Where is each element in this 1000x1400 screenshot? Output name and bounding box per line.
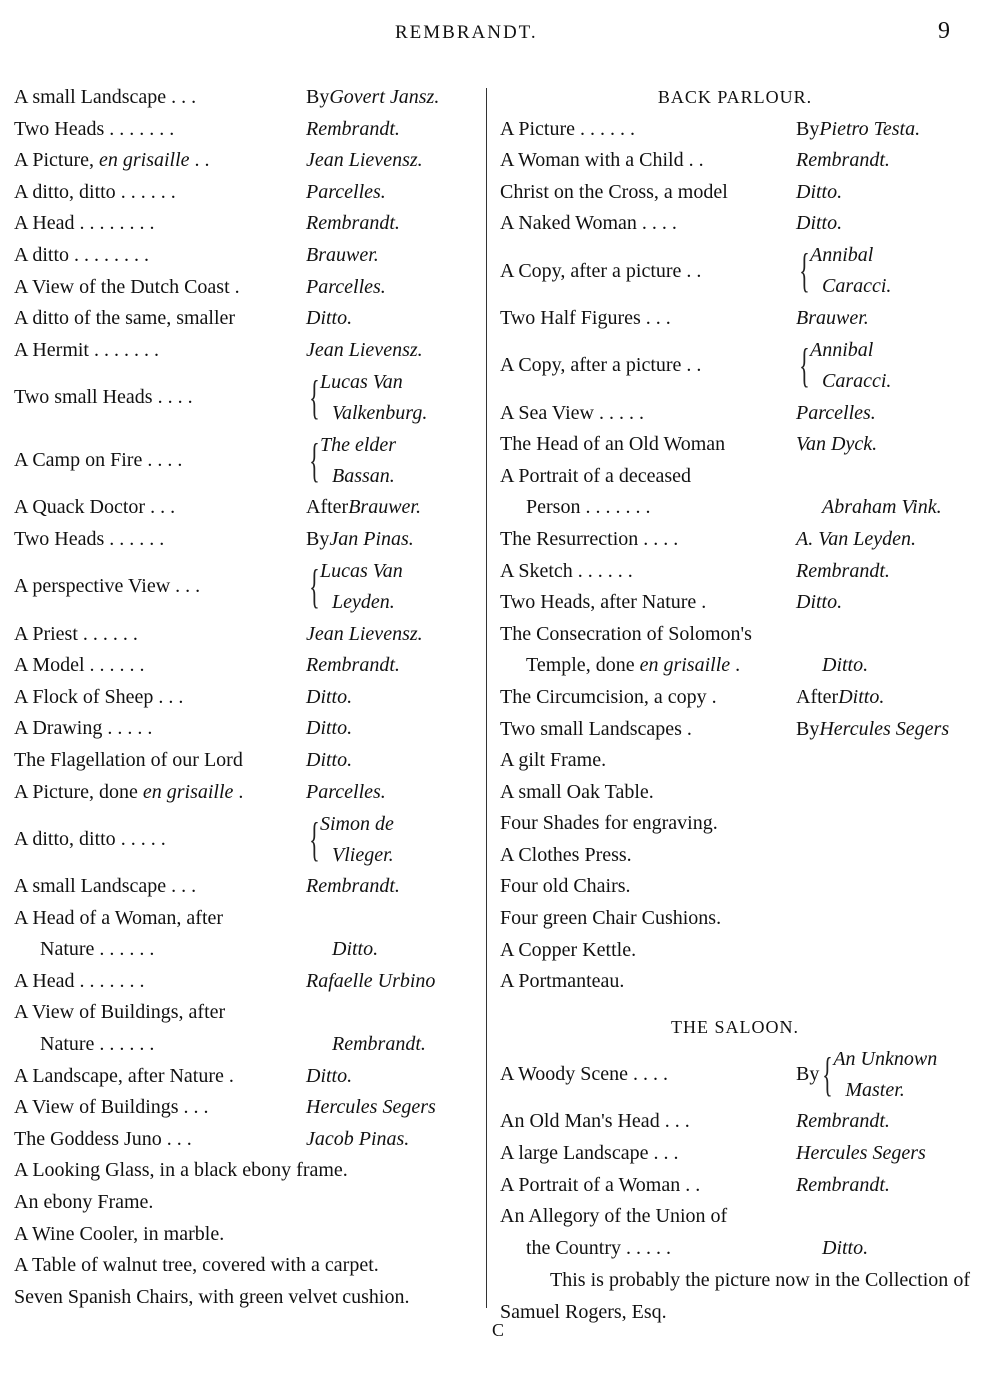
entry-artist: Hercules Segers — [796, 1142, 926, 1165]
entry-text: Seven Spanish Chairs, with green velvet cushion. — [14, 1285, 410, 1308]
entry-artist: Jacob Pinas. — [306, 1127, 410, 1150]
entry-title: A small Landscape . . . — [14, 86, 197, 108]
entry-title: The Circumcision, a copy . — [500, 685, 717, 708]
entry-title: A Picture, done en grisaille . — [14, 780, 244, 803]
page-number: 9 — [938, 18, 950, 44]
entry-title: A small Landscape . . . — [14, 875, 197, 898]
entry-text: A View of Buildings, after — [14, 1001, 226, 1024]
catalogue-entry — [14, 1155, 484, 1187]
entry-artist: Rembrandt. — [306, 117, 400, 140]
catalogue-entry — [500, 808, 970, 840]
entry-title: Nature . . . . . . — [40, 938, 155, 961]
entry-title: A Copy, after a picture . . — [500, 259, 702, 282]
entry-artist: Parcelles. — [306, 275, 386, 298]
catalogue-entry — [500, 398, 970, 430]
catalogue-entry — [14, 966, 484, 998]
catalogue-entry — [14, 82, 484, 114]
entry-artist: Brauwer. — [796, 306, 869, 329]
entry-text: Four Shades for engraving. — [500, 812, 718, 835]
entry-artist: Jean Lievensz. — [306, 622, 423, 645]
entry-artist: Master. — [845, 1078, 905, 1101]
entry-artist: A. Van Leyden. — [796, 527, 916, 550]
entry-title: A Sea View . . . . . — [500, 401, 644, 424]
catalogue-entry — [14, 335, 484, 367]
catalogue-entry — [14, 272, 484, 304]
entry-title: A Quack Doctor . . . — [14, 496, 176, 519]
entry-text: An ebony Frame. — [14, 1191, 154, 1214]
entry-title: The Flagellation of our Lord — [14, 748, 243, 771]
entry-artist: Bassan. — [332, 464, 395, 487]
catalogue-entry — [500, 492, 970, 524]
catalogue-entry — [14, 682, 484, 714]
entry-prefix: After — [796, 685, 839, 708]
entry-text: Four old Chairs. — [500, 875, 631, 898]
entry-artist: Pietro Testa. — [819, 117, 921, 140]
entry-title: A Flock of Sheep . . . — [14, 685, 184, 708]
entry-title: A Head . . . . . . . — [14, 969, 145, 992]
entry-title: A ditto . . . . . . . . — [14, 243, 150, 266]
entry-prefix: By — [796, 117, 820, 140]
entry-artist: Jean Lievensz. — [306, 149, 423, 172]
brace-glyph: { — [309, 812, 320, 866]
catalogue-entry — [14, 650, 484, 682]
entry-text: A Table of walnut tree, covered with a carpet. — [14, 1254, 379, 1277]
catalogue-entry — [14, 240, 484, 272]
entry-artist: Jean Lievensz. — [306, 338, 423, 361]
entry-title: the Country . . . . . — [526, 1236, 671, 1259]
brace-glyph: { — [309, 370, 320, 424]
entry-title: The Resurrection . . . . — [500, 527, 679, 550]
entry-artist: Rembrandt. — [306, 212, 400, 235]
catalogue-entry — [14, 1219, 484, 1251]
catalogue-entry — [14, 1061, 484, 1093]
catalogue-entry — [14, 1092, 484, 1124]
catalogue-entry — [14, 366, 484, 429]
catalogue-entry — [500, 1106, 970, 1138]
catalogue-entry — [14, 713, 484, 745]
entry-title: A Picture, en grisaille . . — [14, 149, 210, 172]
catalogue-entry — [14, 303, 484, 335]
catalogue-entry — [14, 429, 484, 492]
entry-title: The Head of an Old Woman — [500, 433, 726, 456]
entry-title: A View of Buildings . . . — [14, 1096, 209, 1119]
entry-text: A Portmanteau. — [500, 970, 625, 993]
entry-text: A Head of a Woman, after — [14, 906, 224, 929]
entry-artist: Rembrandt. — [796, 1173, 890, 1196]
catalogue-entry — [500, 208, 970, 240]
entry-prefix: By — [796, 717, 820, 740]
catalogue-entry — [500, 903, 970, 935]
saloon-heading: THE SALOON. — [671, 1016, 799, 1037]
entry-title: A Picture . . . . . . — [500, 117, 635, 140]
entry-title: A Hermit . . . . . . . — [14, 338, 159, 361]
entry-artist: Lucas Van — [320, 560, 403, 583]
entry-artist: Caracci. — [822, 275, 892, 298]
entry-artist: Brauwer. — [306, 243, 379, 266]
catalogue-entry — [500, 871, 970, 903]
entry-title: Person . . . . . . . — [526, 496, 651, 519]
entry-title: Two small Heads . . . . — [14, 386, 193, 409]
entry-title: A Naked Woman . . . . — [500, 212, 677, 235]
catalogue-entry — [500, 177, 970, 209]
catalogue-entry — [14, 808, 484, 871]
entry-text: A Copper Kettle. — [500, 938, 637, 961]
entry-artist-group — [306, 556, 403, 618]
catalogue-entry — [500, 1201, 970, 1233]
entry-artist: Rembrandt. — [306, 875, 400, 898]
entry-artist: Brauwer. — [348, 496, 421, 519]
catalogue-entry — [500, 745, 970, 777]
catalogue-entry — [14, 903, 484, 935]
catalogue-entry — [500, 556, 970, 588]
entry-text: The Consecration of Solomon's — [500, 622, 752, 645]
left-column — [14, 82, 484, 1313]
column-divider — [486, 88, 487, 1308]
entry-artist: Lucas Van — [320, 370, 403, 393]
catalogue-entry — [14, 997, 484, 1029]
entry-title: A View of the Dutch Coast . — [14, 275, 240, 298]
entry-title: A Landscape, after Nature . — [14, 1064, 234, 1087]
entry-artist: Ditto. — [306, 748, 353, 771]
catalogue-entry — [14, 1282, 484, 1314]
entry-text: Four green Chair Cushions. — [500, 907, 722, 930]
catalogue-entry — [500, 335, 970, 398]
entry-title: A Woman with a Child . . — [500, 149, 704, 172]
entry-artist: Ditto. — [306, 1064, 353, 1087]
entry-artist-group — [796, 335, 891, 397]
catalogue-entry — [500, 240, 970, 303]
back-parlour-list — [500, 114, 970, 998]
catalogue-entry — [500, 714, 970, 746]
entry-artist-group — [306, 430, 396, 492]
entry-artist: Ditto. — [796, 591, 843, 614]
catalogue-entry — [14, 208, 484, 240]
entry-artist-group — [306, 367, 427, 429]
entry-artist-group — [306, 809, 394, 871]
entry-title: The Goddess Juno . . . — [14, 1127, 192, 1150]
entry-title: Two Heads . . . . . . — [14, 527, 165, 550]
catalogue-entry — [14, 871, 484, 903]
catalogue-entry — [500, 682, 970, 714]
entry-text: A small Oak Table. — [500, 780, 654, 803]
entry-artist: Annibal — [810, 339, 874, 362]
catalogue-entry — [14, 1187, 484, 1219]
entry-title: A large Landscape . . . — [500, 1142, 679, 1165]
entry-title: Christ on the Cross, a model — [500, 180, 728, 203]
entry-title: A Model . . . . . . — [14, 654, 145, 677]
entry-title: A perspective View . . . — [14, 575, 201, 598]
catalogue-entry — [500, 429, 970, 461]
entry-artist: Ditto. — [796, 180, 843, 203]
catalogue-entry — [500, 840, 970, 872]
entry-title: A Camp on Fire . . . . — [14, 449, 183, 472]
catalogue-entry — [14, 114, 484, 146]
entry-artist: The elder — [320, 433, 397, 456]
entry-artist: Ditto. — [796, 212, 843, 235]
entry-artist: Jan Pinas. — [329, 527, 414, 550]
entry-text: A Wine Cooler, in marble. — [14, 1222, 225, 1245]
entry-artist: Rembrandt. — [796, 1110, 890, 1133]
right-column — [500, 82, 970, 1328]
entry-artist: Rembrandt. — [796, 149, 890, 172]
catalogue-entry — [14, 619, 484, 651]
entry-artist: Ditto. — [306, 717, 353, 740]
entry-text: A Looking Glass, in a black ebony frame. — [14, 1159, 348, 1182]
entry-title: Two Half Figures . . . — [500, 306, 671, 329]
catalogue-entry — [500, 114, 970, 146]
entry-artist: Vlieger. — [332, 843, 394, 866]
entry-title: A Sketch . . . . . . — [500, 559, 633, 582]
catalogue-entry — [14, 145, 484, 177]
entry-artist: Ditto. — [306, 685, 353, 708]
brace-glyph: { — [309, 560, 320, 614]
catalogue-entry — [500, 1170, 970, 1202]
entry-artist: Ditto. — [838, 685, 885, 708]
brace-glyph: { — [799, 339, 810, 393]
entry-title: Temple, done en grisaille . — [526, 654, 741, 677]
catalogue-entry — [500, 650, 970, 682]
saloon-list — [500, 1043, 970, 1264]
entry-title: Two Heads, after Nature . — [500, 591, 707, 614]
entry-prefix: By — [306, 527, 330, 550]
catalogue-entry — [500, 935, 970, 967]
entry-artist-group — [819, 1044, 937, 1106]
brace-glyph: { — [309, 433, 320, 487]
entry-title: Nature . . . . . . — [40, 1033, 155, 1056]
catalogue-entry — [500, 1043, 970, 1106]
entry-artist: Hercules Segers — [306, 1096, 436, 1119]
entry-artist: Ditto. — [306, 307, 353, 330]
page-header — [0, 18, 1000, 52]
entry-title: A Head . . . . . . . . — [14, 212, 155, 235]
entry-artist: Rembrandt. — [796, 559, 890, 582]
entry-title: Two small Landscapes . — [500, 717, 692, 740]
entry-prefix: By — [796, 1063, 820, 1086]
entry-title: A ditto of the same, smaller — [14, 307, 236, 330]
entry-artist: Van Dyck. — [796, 433, 878, 456]
entry-prefix: By — [306, 86, 330, 108]
entry-artist: Rembrandt. — [332, 1033, 426, 1056]
entry-artist: Parcelles. — [306, 180, 386, 203]
catalogue-entry — [14, 492, 484, 524]
entry-artist: Parcelles. — [796, 401, 876, 424]
footnote-paragraph: This is probably the picture now in the Collection of Samuel Rogers, Esq. — [500, 1269, 970, 1324]
entry-text: An Allegory of the Union of — [500, 1205, 728, 1228]
entry-artist: An Unknown — [833, 1047, 938, 1070]
entry-title: A ditto, ditto . . . . . — [14, 827, 166, 850]
entry-prefix: After — [306, 496, 349, 519]
entry-artist: Rafaelle Urbino — [306, 969, 436, 992]
brace-glyph: { — [822, 1047, 834, 1101]
entry-artist: Valkenburg. — [332, 401, 428, 424]
catalogue-entry — [14, 177, 484, 209]
entry-title: A Copy, after a picture . . — [500, 354, 702, 377]
running-title: REMBRANDT. — [395, 22, 538, 43]
entry-artist: Govert Jansz. — [329, 86, 440, 108]
entry-artist: Leyden. — [332, 591, 395, 614]
entry-text: A Clothes Press. — [500, 843, 632, 866]
signature-mark: C — [492, 1320, 505, 1340]
entry-title: An Old Man's Head . . . — [500, 1110, 690, 1133]
catalogue-entry — [500, 524, 970, 556]
catalogue-entry — [500, 303, 970, 335]
entry-text: A Portrait of a deceased — [500, 464, 692, 487]
brace-glyph: { — [799, 244, 810, 298]
catalogue-entry — [500, 1138, 970, 1170]
entry-artist: Annibal — [810, 244, 874, 267]
catalogue-entry — [14, 777, 484, 809]
catalogue-entry — [14, 1124, 484, 1156]
back-parlour-heading: BACK PARLOUR. — [657, 87, 813, 107]
catalogue-entry — [500, 1233, 970, 1265]
catalogue-entry — [14, 745, 484, 777]
catalogue-entry — [500, 777, 970, 809]
entry-title: A Woody Scene . . . . — [500, 1063, 669, 1086]
catalogue-entry — [14, 1250, 484, 1282]
catalogue-entry — [14, 556, 484, 619]
entry-artist: Ditto. — [822, 1236, 869, 1259]
entry-artist: Abraham Vink. — [822, 496, 942, 519]
entry-artist: Ditto. — [822, 654, 869, 677]
catalogue-entry — [500, 145, 970, 177]
catalogue-entry — [500, 619, 970, 651]
entry-artist: Caracci. — [822, 370, 892, 393]
catalogue-entry — [500, 587, 970, 619]
entry-title: A Drawing . . . . . — [14, 717, 153, 740]
catalogue-entry — [14, 934, 484, 966]
entry-artist-group — [796, 240, 891, 302]
entry-artist: Simon de — [320, 812, 394, 835]
catalogue-entry — [14, 524, 484, 556]
entry-title: A Priest . . . . . . — [14, 622, 138, 645]
entry-title: A ditto, ditto . . . . . . — [14, 180, 176, 203]
catalogue-entry — [14, 1029, 484, 1061]
entry-title: Two Heads . . . . . . . — [14, 117, 175, 140]
catalogue-entry — [500, 966, 970, 998]
catalogue-entry — [500, 461, 970, 493]
entry-artist: Ditto. — [332, 938, 379, 961]
entry-text: A gilt Frame. — [500, 749, 607, 772]
entry-artist: Hercules Segers — [819, 717, 950, 740]
entry-artist: Parcelles. — [306, 780, 386, 803]
entry-title: A Portrait of a Woman . . — [500, 1173, 701, 1196]
entry-artist: Rembrandt. — [306, 654, 400, 677]
